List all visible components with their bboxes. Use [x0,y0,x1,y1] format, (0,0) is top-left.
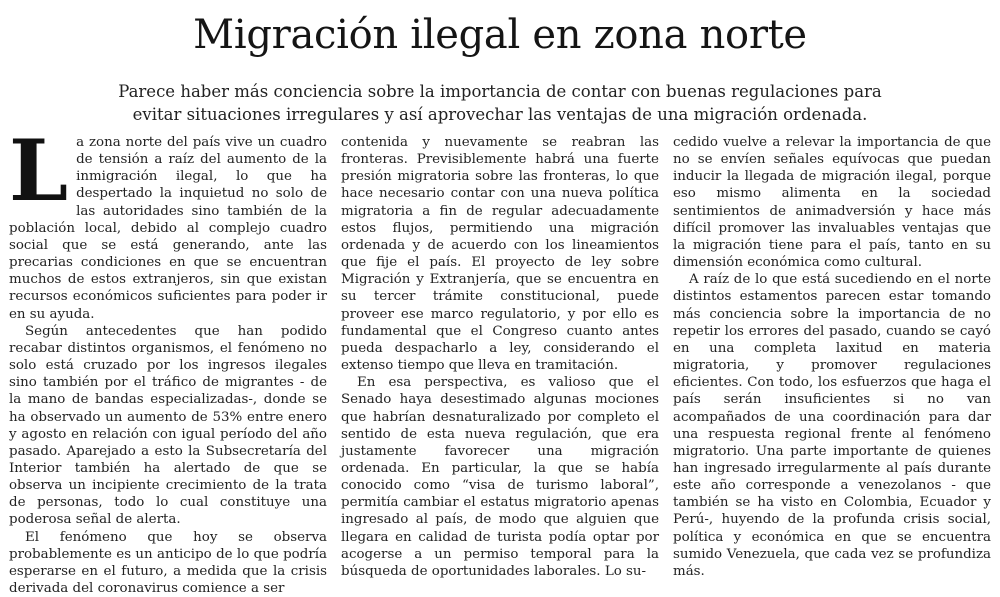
paragraph-4-continued: cedido vuelve a relevar la importancia de que no se envíen señales equívocas que puedan inducir la llegada de migración ilegal, porque eso mismo alimenta en la sociedad sentimientos de animadversión y hace más difícil promover las invaluables ventajas que la migración tiene para el país, tanto en su dimensión económica como cultural. [673,135,991,271]
drop-cap: L [9,121,69,220]
paragraph-2: Según antecedentes que han podido recabar distintos organismos, el fenómeno no solo está cruzado por los ingresos ilegales sino también por el tráfico de migrantes - de la mano de bandas especializadas-, donde se ha observado un aumento de 53% entre enero y agosto en relación con igual período del año pasado. Aparejado a esto la Subsecretaría del Interior también ha alertado de que se observa un incipiente crecimiento de la trata de personas, todo lo cual constituye una poderosa señal de alerta. [9,323,327,528]
article-column-2 [341,134,659,580]
paragraph-1-text: a zona norte del país vive un cuadro de tensión a raíz del aumento de la inmigración ilegal, lo que ha despertado la inquietud no solo de las autoridades sino también de la población local, debido al complejo cuadro social que se está generando, ante las precarias condiciones en que se encuentran muchos de estos extranjeros, sin que existan recursos económicos suficientes para poder ir en su ayuda. [9,135,327,322]
paragraph-3: El fenómeno que hoy se observa probablemente es un anticipo de lo que podría esperarse en el futuro, a medida que la crisis derivada del coronavirus comience a ser [9,529,327,597]
paragraph-4: En esa perspectiva, es valioso que el Senado haya desestimado algunas mociones que habrían desnaturalizado por completo el sentido de esta nueva regulación, que era justamente favorecer una migración ordenada. En particular, la que se había conocido como “visa de turismo laboral”, permitía cambiar el estatus migratorio apenas ingresado al país, de modo que alguien que llegara en calidad de turista podía optar por acogerse a un permiso temporal para la búsqueda de oportunidades laborales. Lo su- [341,375,659,579]
paragraph-5: A raíz de lo que está sucediendo en el norte distintos estamentos parecen estar tomando más conciencia sobre la importancia de no repetir los errores del pasado, cuando se cayó en una completa laxitud en materia migratoria, y promover regulaciones eficientes. Con todo, los esfuerzos que haga el país serán insuficientes si no van acompañados de una coordinación para dar una respuesta regional frente al fenómeno migratorio. Una parte importante de quienes han ingresado irregularmente al país durante este año corresponde a venezolanos - que también se ha visto en Colombia, Ecuador y Perú-, huyendo de la profunda crisis social, política y económica en que se encuentra sumido Venezuela, que cada vez se profundiza más. [673,272,991,579]
headline: Migración ilegal en zona norte [193,12,807,58]
article-column-1 [9,121,327,597]
paragraph-1 [9,121,327,323]
subheadline: Parece haber más conciencia sobre la importancia de contar con buenas regulaciones para evitar situaciones irregulares y así aprovechar las ventajas de una migración ordenada. [118,82,882,124]
paragraph-3-continued: contenida y nuevamente se reabran las fronteras. Previsiblemente habrá una fuerte presión migratoria sobre las fronteras, lo que hace necesario contar con una nueva política migratoria a fin de regular adecuadamente estos flujos, permitiendo una migración ordenada y de acuerdo con los lineamientos que fije el país. El proyecto de ley sobre Migración y Extranjería, que se encuentra en su tercer trámite constitucional, puede proveer ese marco regulatorio, y por ello es fundamental que el Congreso cuanto antes pueda despacharlo a ley, considerando el extenso tiempo que lleva en tramitación. [341,135,659,374]
article-column-3 [673,134,991,580]
